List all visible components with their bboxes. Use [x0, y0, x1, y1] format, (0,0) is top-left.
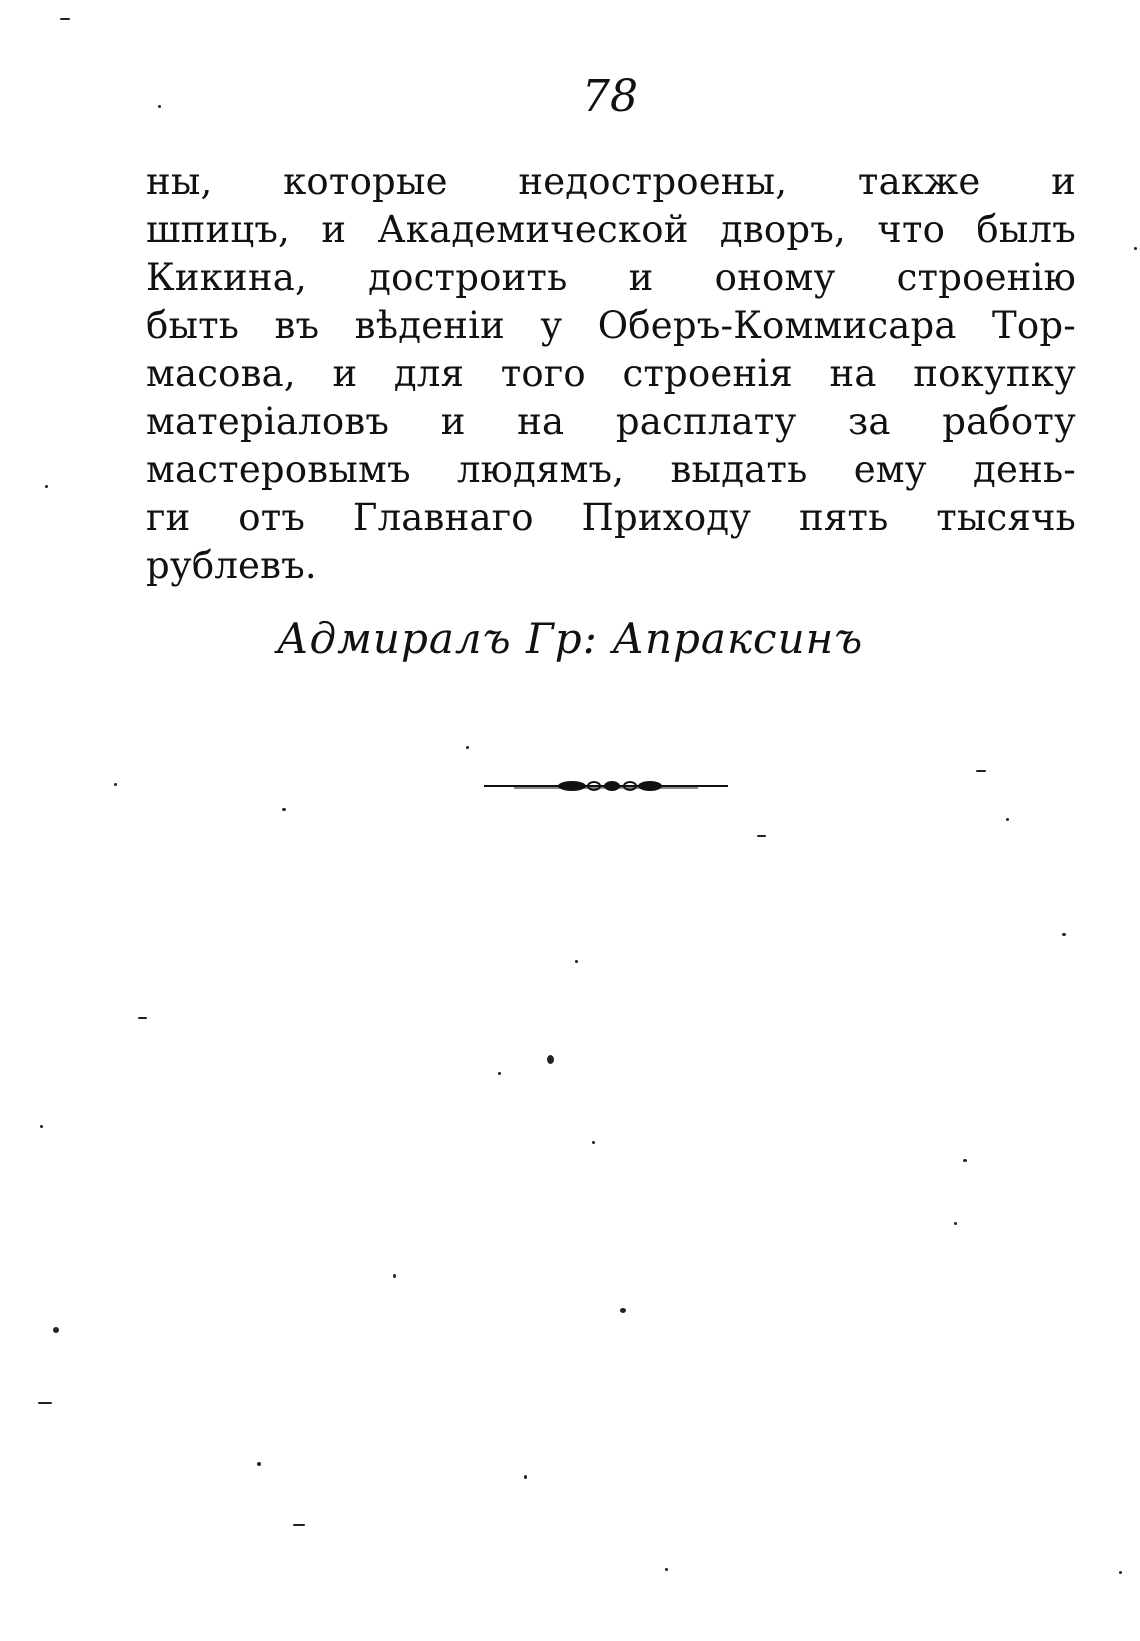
scan-speck — [592, 1141, 595, 1144]
scan-speck — [963, 1159, 967, 1162]
scan-speck — [282, 808, 286, 811]
scan-speck — [498, 1072, 501, 1075]
scan-speck — [114, 783, 117, 786]
signature: Адмиралъ Гр: Апраксинъ — [276, 614, 864, 663]
scan-speck — [575, 960, 578, 963]
text-line: масова, и для того строенiя на покупку — [146, 352, 1076, 395]
scan-speck — [53, 1327, 59, 1333]
scan-speck — [1119, 1571, 1122, 1574]
text-line: матерiаловъ и на расплату за работу — [146, 400, 1076, 443]
scan-speck — [60, 18, 70, 20]
scan-speck — [293, 1524, 305, 1526]
scan-speck — [138, 1017, 147, 1019]
scan-speck — [620, 1308, 626, 1313]
text-line: Кикина, достроить и оному строенiю — [146, 256, 1076, 299]
body-text — [146, 158, 1076, 590]
ornament-divider — [484, 776, 728, 796]
scan-speck — [524, 1475, 527, 1479]
scan-speck — [257, 1462, 261, 1466]
text-line: мастеровымъ людямъ, выдать ему день- — [146, 448, 1076, 491]
scan-speck — [466, 746, 469, 749]
scan-speck — [1006, 818, 1009, 821]
scan-speck — [38, 1402, 52, 1404]
scan-speck — [954, 1222, 957, 1225]
text-line: рублевъ. — [146, 544, 317, 587]
scan-speck — [158, 105, 161, 108]
scan-speck — [45, 485, 48, 488]
text-line: быть въ вѣденiи у Оберъ-Коммисара Тор- — [146, 304, 1076, 347]
text-line: ны, которые недостроены, также и — [146, 160, 1076, 203]
scan-speck — [665, 1568, 668, 1571]
text-line: шпицъ, и Академической дворъ, что былъ — [146, 208, 1076, 251]
scan-speck — [1134, 247, 1137, 250]
scan-speck — [40, 1125, 43, 1128]
page-number: 78 — [582, 71, 638, 122]
scan-speck — [547, 1055, 554, 1064]
scan-speck — [1062, 933, 1066, 936]
text-line: ги отъ Главнаго Приходу пять тысячь — [146, 496, 1076, 539]
scan-speck — [393, 1274, 396, 1278]
scan-speck — [757, 835, 766, 837]
scan-speck — [976, 770, 986, 772]
